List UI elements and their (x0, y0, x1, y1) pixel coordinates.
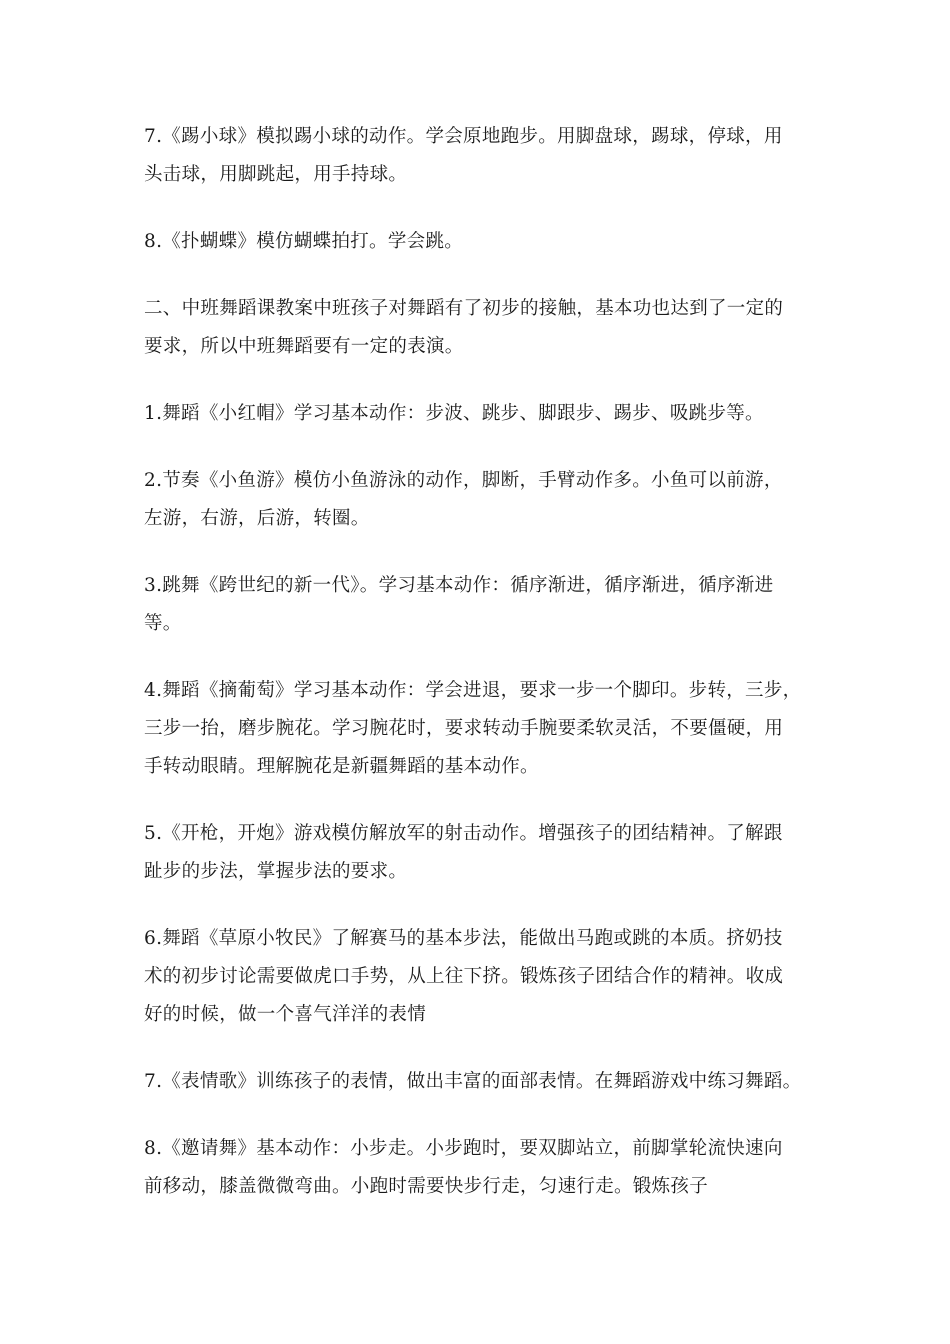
text-line: 5.《开枪，开炮》游戏模仿解放军的射击动作。增强孩子的团结精神。了解跟 (144, 823, 783, 844)
text-line: 7.《表情歌》训练孩子的表情，做出丰富的面部表情。在舞蹈游戏中练习舞蹈。 (144, 1071, 802, 1092)
paragraph-new-generation (144, 567, 812, 643)
text-line: 二、中班舞蹈课教案中班孩子对舞蹈有了初步的接触，基本功也达到了一定的 (144, 298, 784, 319)
text-line: 头击球，用脚跳起，用手持球。 (144, 164, 408, 185)
text-line: 术的初步讨论需要做虎口手势，从上往下挤。锻炼孩子团结合作的精神。收成 (144, 966, 784, 987)
text-line: 7.《踢小球》模拟踢小球的动作。学会原地跑步。用脚盘球，踢球，停球，用 (144, 126, 783, 147)
text-line: 三步一抬，磨步腕花。学习腕花时，要求转动手腕要柔软灵活，不要僵硬，用 (144, 718, 784, 739)
paragraph-invitation-dance (144, 1130, 812, 1206)
paragraph-fire-cannon (144, 815, 812, 891)
text-line: 要求，所以中班舞蹈要有一定的表演。 (144, 336, 464, 357)
text-line: 手转动眼睛。理解腕花是新疆舞蹈的基本动作。 (144, 756, 539, 777)
text-line: 趾步的步法，掌握步法的要求。 (144, 861, 408, 882)
text-line: 4.舞蹈《摘葡萄》学习基本动作：学会进退，要求一步一个脚印。步转，三步， (144, 680, 802, 701)
paragraph-little-fish (144, 462, 812, 538)
text-line: 1.舞蹈《小红帽》学习基本动作：步波、跳步、脚跟步、踢步、吸跳步等。 (144, 403, 764, 424)
paragraph-kick-ball (144, 118, 812, 194)
text-line: 好的时候，做一个喜气洋洋的表情 (144, 1004, 427, 1025)
text-line: 等。 (144, 613, 182, 634)
paragraph-section-two-intro (144, 290, 812, 366)
paragraph-picking-grapes (144, 672, 812, 786)
document-body (144, 118, 812, 1235)
paragraph-expression-song (144, 1063, 812, 1101)
text-line: 左游，右游，后游，转圈。 (144, 508, 370, 529)
text-line: 前移动，膝盖微微弯曲。小跑时需要快步行走，匀速行走。锻炼孩子 (144, 1176, 709, 1197)
text-line: 3.跳舞《跨世纪的新一代》。学习基本动作：循序渐进，循序渐进，循序渐进 (144, 575, 774, 596)
paragraph-little-red-hat (144, 395, 812, 433)
text-line: 8.《扑蝴蝶》模仿蝴蝶拍打。学会跳。 (144, 231, 464, 252)
text-line: 2.节奏《小鱼游》模仿小鱼游泳的动作，脚断，手臂动作多。小鱼可以前游， (144, 470, 783, 491)
paragraph-grassland-herder (144, 920, 812, 1034)
paragraph-butterfly (144, 223, 812, 261)
text-line: 8.《邀请舞》基本动作：小步走。小步跑时，要双脚站立，前脚掌轮流快速向 (144, 1138, 783, 1159)
text-line: 6.舞蹈《草原小牧民》了解赛马的基本步法，能做出马跑或跳的本质。挤奶技 (144, 928, 783, 949)
